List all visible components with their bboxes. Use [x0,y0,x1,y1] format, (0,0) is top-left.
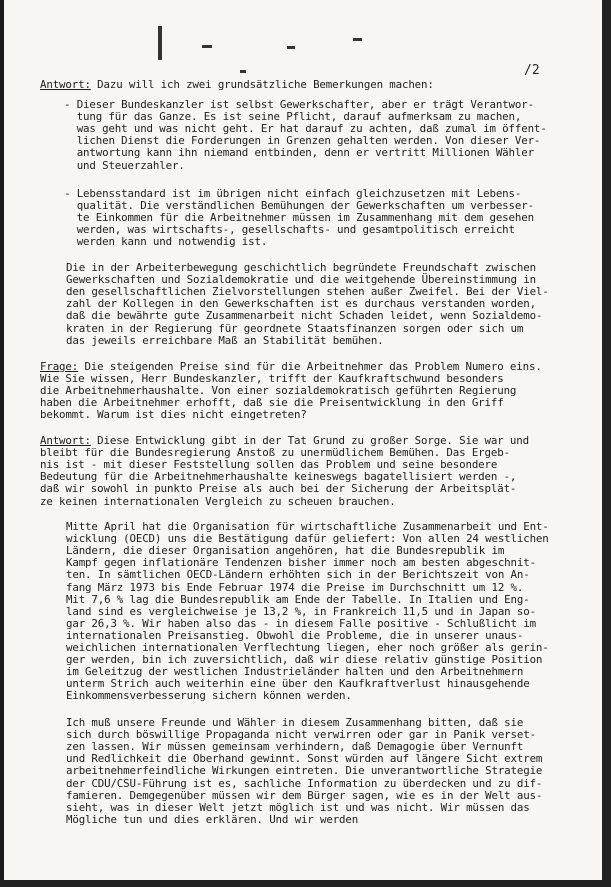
scan-border-bottom [0,880,611,887]
line-text: kraten in der Regierung für geordnete Staatsfinanzen sorgen oder sich um [66,321,524,335]
line-text: werden kann und notwendig ist. [64,235,268,249]
line-text: antwortung kann ihn niemand entbinden, denn er vertritt Millionen Wähler [64,146,534,160]
line-text: sich durch böswillige Propaganda nicht verwirren oder gar in Panik verset- [66,728,536,742]
line-text: fang März 1973 bis Ende Februar 1974 die Preise im Durchschnitt um 12 %. [66,580,524,594]
line-text: und Redlichkeit die Oberhand gewinnt. Sonst würden auf längere Sicht extrem [66,752,543,766]
line-text: bleibt für die Bundesregierung Anstoß zu unermüdlichem Bemühen. Das Ergeb- [40,446,510,460]
speaker-label: Frage: [40,360,79,373]
line-text: ze keinen internationalen Vergleich zu scheuen brauchen. [40,494,396,508]
line-text: ten. In sämtlichen OECD-Ländern erhöhten sich in der Berichtszeit von An- [66,568,530,582]
scan-border-right [602,0,611,887]
line-text: die Arbeitnehmerhaushalte. Von einer sozialdemokratisch geführten Regierung [40,384,517,398]
text-line [40,409,307,421]
line-text: daß wir sowohl in punkto Preise als auch bei der Sicherung der Arbeitsplät- [40,482,517,496]
line-text: internationalen Preisanstieg. Obwohl die Probleme, die in unserer unaus- [66,628,524,642]
text-line [40,79,434,91]
line-text: den gesellschaftlichen Zielvorstellungen stehen außer Zweifel. Bei der Viel- [66,285,549,299]
document-body [4,0,602,880]
line-text: Einkommensverbesserung sichern können werden. [66,689,352,703]
line-text: - Lebensstandard ist im übrigen nicht einfach gleichzusetzen mit Lebens- [64,187,522,200]
line-text: zen lassen. Wir müssen gemeinsam verhindern, daß Demagogie über Vernunft [66,740,524,754]
line-text: Mit 7,6 % lag die Bundesrepublik am Ende der Tabelle. In Italien und Eng- [66,592,530,606]
line-text: Ich muß unsere Freunde und Wähler in diesem Zusammenhang bitten, daß sie [66,716,524,729]
document-page [4,0,602,880]
line-text: im Geleitzug der westlichen Industrieländer halten und den Arbeitnehmern [66,665,524,679]
line-text: tung für das Ganze. Es ist seine Pflicht, darauf aufmerksam zu machen, [64,110,522,124]
speaker-label: Antwort: [40,434,91,447]
page-number: /2 [524,63,540,78]
line-text: Diese Entwicklung gibt in der Tat Grund zu großer Sorge. Sie war und [90,434,529,447]
line-text: unterm Strich auch weiterhin eine über den Kaufkraftverlust hinausgehende [66,677,530,691]
line-text: nis ist - mit dieser Feststellung sollen das Problem und seine besondere [40,458,498,472]
line-text: Bedeutung für die Arbeitnehmerhaushalte keineswegs bagatellisiert werden -, [40,470,517,484]
line-text: ger werden, bin ich zuversichtlich, daß wir diese relativ günstige Position [66,653,543,667]
text-line [66,335,384,347]
line-text: und Steuerzahler. [64,158,185,172]
line-text: Kampf gegen inflationäre Tendenzen bisher immer noch am besten abgeschnit- [66,556,536,570]
text-line [66,690,352,702]
text-line [64,236,267,248]
line-text: Die steigenden Preise sind für die Arbeitnehmer das Problem Numero eins. [78,360,542,373]
line-text: der CDU/CSU-Führung ist es, sachliche Information zu überdecken und zu dif- [66,776,543,790]
line-text: Die in der Arbeiterbewegung geschichtlich begründete Freundschaft zwischen [66,261,536,274]
line-text: Ländern, die dieser Organisation angehören, hat die Bundesrepublik im [66,544,505,558]
line-text: zahl der Kollegen in den Gewerkschaften ist es durchaus verstanden worden, [66,297,536,311]
line-text: - Dieser Bundeskanzler ist selbst Gewerkschafter, aber er trägt Verantwor- [64,98,534,111]
line-text: wicklung (OECD) uns die Bestätigung dafür geliefert: Von allen 24 westlichen [66,532,549,546]
line-text: bekommt. Warum ist dies nicht eingetreten? [40,408,307,422]
line-text: gar 26,3 %. Wir haben also das - in diesem Falle positive - Schlußlicht im [66,616,536,630]
text-line [40,496,396,508]
line-text: famieren. Demgegenüber müssen wir dem Bürger sagen, wie es in der Welt aus- [66,788,543,802]
line-text: Mögliche tun und dies erklären. Und wir werden [66,812,359,826]
text-line [64,160,185,172]
line-text: Mitte April hat die Organisation für wirtschaftliche Zusammenarbeit und Ent- [66,520,549,533]
line-text: haben die Arbeitnehmer erhofft, daß sie die Preisentwicklung in den Griff [40,396,504,410]
line-text: arbeitnehmerfeindliche Wirkungen eintreten. Die unverantwortliche Strategie [66,764,543,778]
line-text: Dazu will ich zwei grundsätzliche Bemerkungen machen: [90,78,434,91]
line-text: lichen Dienst die Forderungen in Grenzen gehalten werden. Von dieser Ver- [64,134,541,148]
line-text: te Einkommen für die Arbeitnehmer müssen im Zusammenhang mit dem gesehen [64,211,534,225]
line-text: was geht und was nicht geht. Er hat darauf zu achten, daß zumal im öffent- [64,122,547,136]
line-text: Gewerkschaften und Sozialdemokratie und die weitgehende Übereinstimmung in [66,273,536,287]
text-line [66,814,358,826]
line-text: daß die bewährte gute Zusammenarbeit nicht Schaden leidet, wenn Sozialdemo- [66,309,543,323]
line-text: sieht, was in dieser Welt jetzt möglich ist und was nicht. Wir müssen das [66,800,530,814]
line-text: qualität. Die verständlichen Bemühungen der Gewerkschaften um verbesser- [64,199,534,213]
speaker-label: Antwort: [40,78,91,91]
line-text: Wie Sie wissen, Herr Bundeskanzler, trifft der Kaufkraftschwund besonders [40,372,504,386]
line-text: weichlichen internationalen Verflechtung liegen, eher noch größer als gerin- [66,641,549,654]
line-text: werden, was wirtschafts-, gesellschafts- und gesamtpolitisch erreicht [64,223,515,237]
line-text: land sind es vergleichweise je 13,2 %, in Frankreich 11,5 und in Japan so- [66,604,536,618]
line-text: das jeweils erreichbare Maß an Stabilität bemühen. [66,333,384,347]
